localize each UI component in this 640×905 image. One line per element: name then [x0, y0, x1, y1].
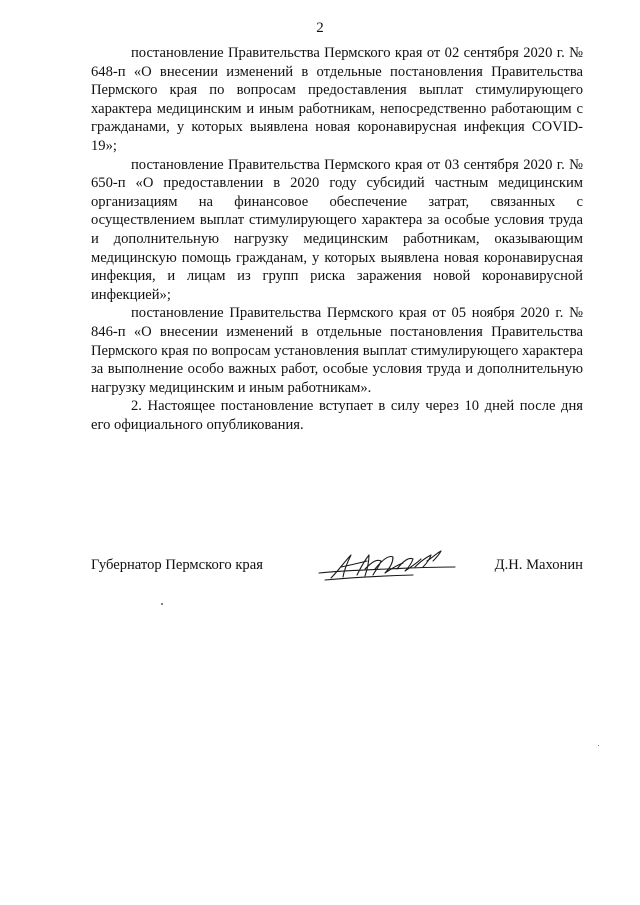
scan-speck: [161, 603, 163, 605]
document-body: [91, 44, 583, 434]
page-number: 2: [316, 20, 324, 36]
paragraph-decree-650: постановление Правительства Пермского края от 03 сентября 2020 г. № 650-п «О предоставлении в 2020 году субсидий частным медицинским организациям на финансовое обеспечение затрат, связанных с осуществлением выплат стимулирующего характера за особые условия труда и дополнительную нагрузку медицинским работникам, оказывающим медицинскую помощь гражданам, у которых выявлена новая коронавирусная инфекция, и лицам из групп риска заражения новой коронавирусной инфекцией»;: [91, 156, 583, 303]
signatory-name: Д.Н. Махонин: [494, 557, 583, 573]
signatory-title: Губернатор Пермского края: [91, 557, 263, 573]
scan-speck: [598, 745, 599, 746]
paragraph-effective-date: 2. Настоящее постановление вступает в силу через 10 дней после дня его официального опубликования.: [91, 398, 583, 433]
signature-block: [91, 545, 583, 595]
paragraph-decree-648: постановление Правительства Пермского края от 02 сентября 2020 г. № 648-п «О внесении изменений в отдельные постановления Правительства Пермского края по вопросам предоставления выплат стимулирующего характера медицинским и иным работникам, непосредственно работающим с гражданами, у которых выявлена новая коронавирусная инфекция COVID-19»;: [91, 45, 583, 154]
handwritten-signature: [317, 545, 457, 585]
paragraph-decree-846: постановление Правительства Пермского края от 05 ноября 2020 г. № 846-п «О внесении изменений в отдельные постановления Правительства Пермского края по вопросам установления выплат стимулирующего характера за выполнение особо важных работ, особые условия труда и дополнительную нагрузку медицинским и иным работникам».: [91, 305, 583, 396]
